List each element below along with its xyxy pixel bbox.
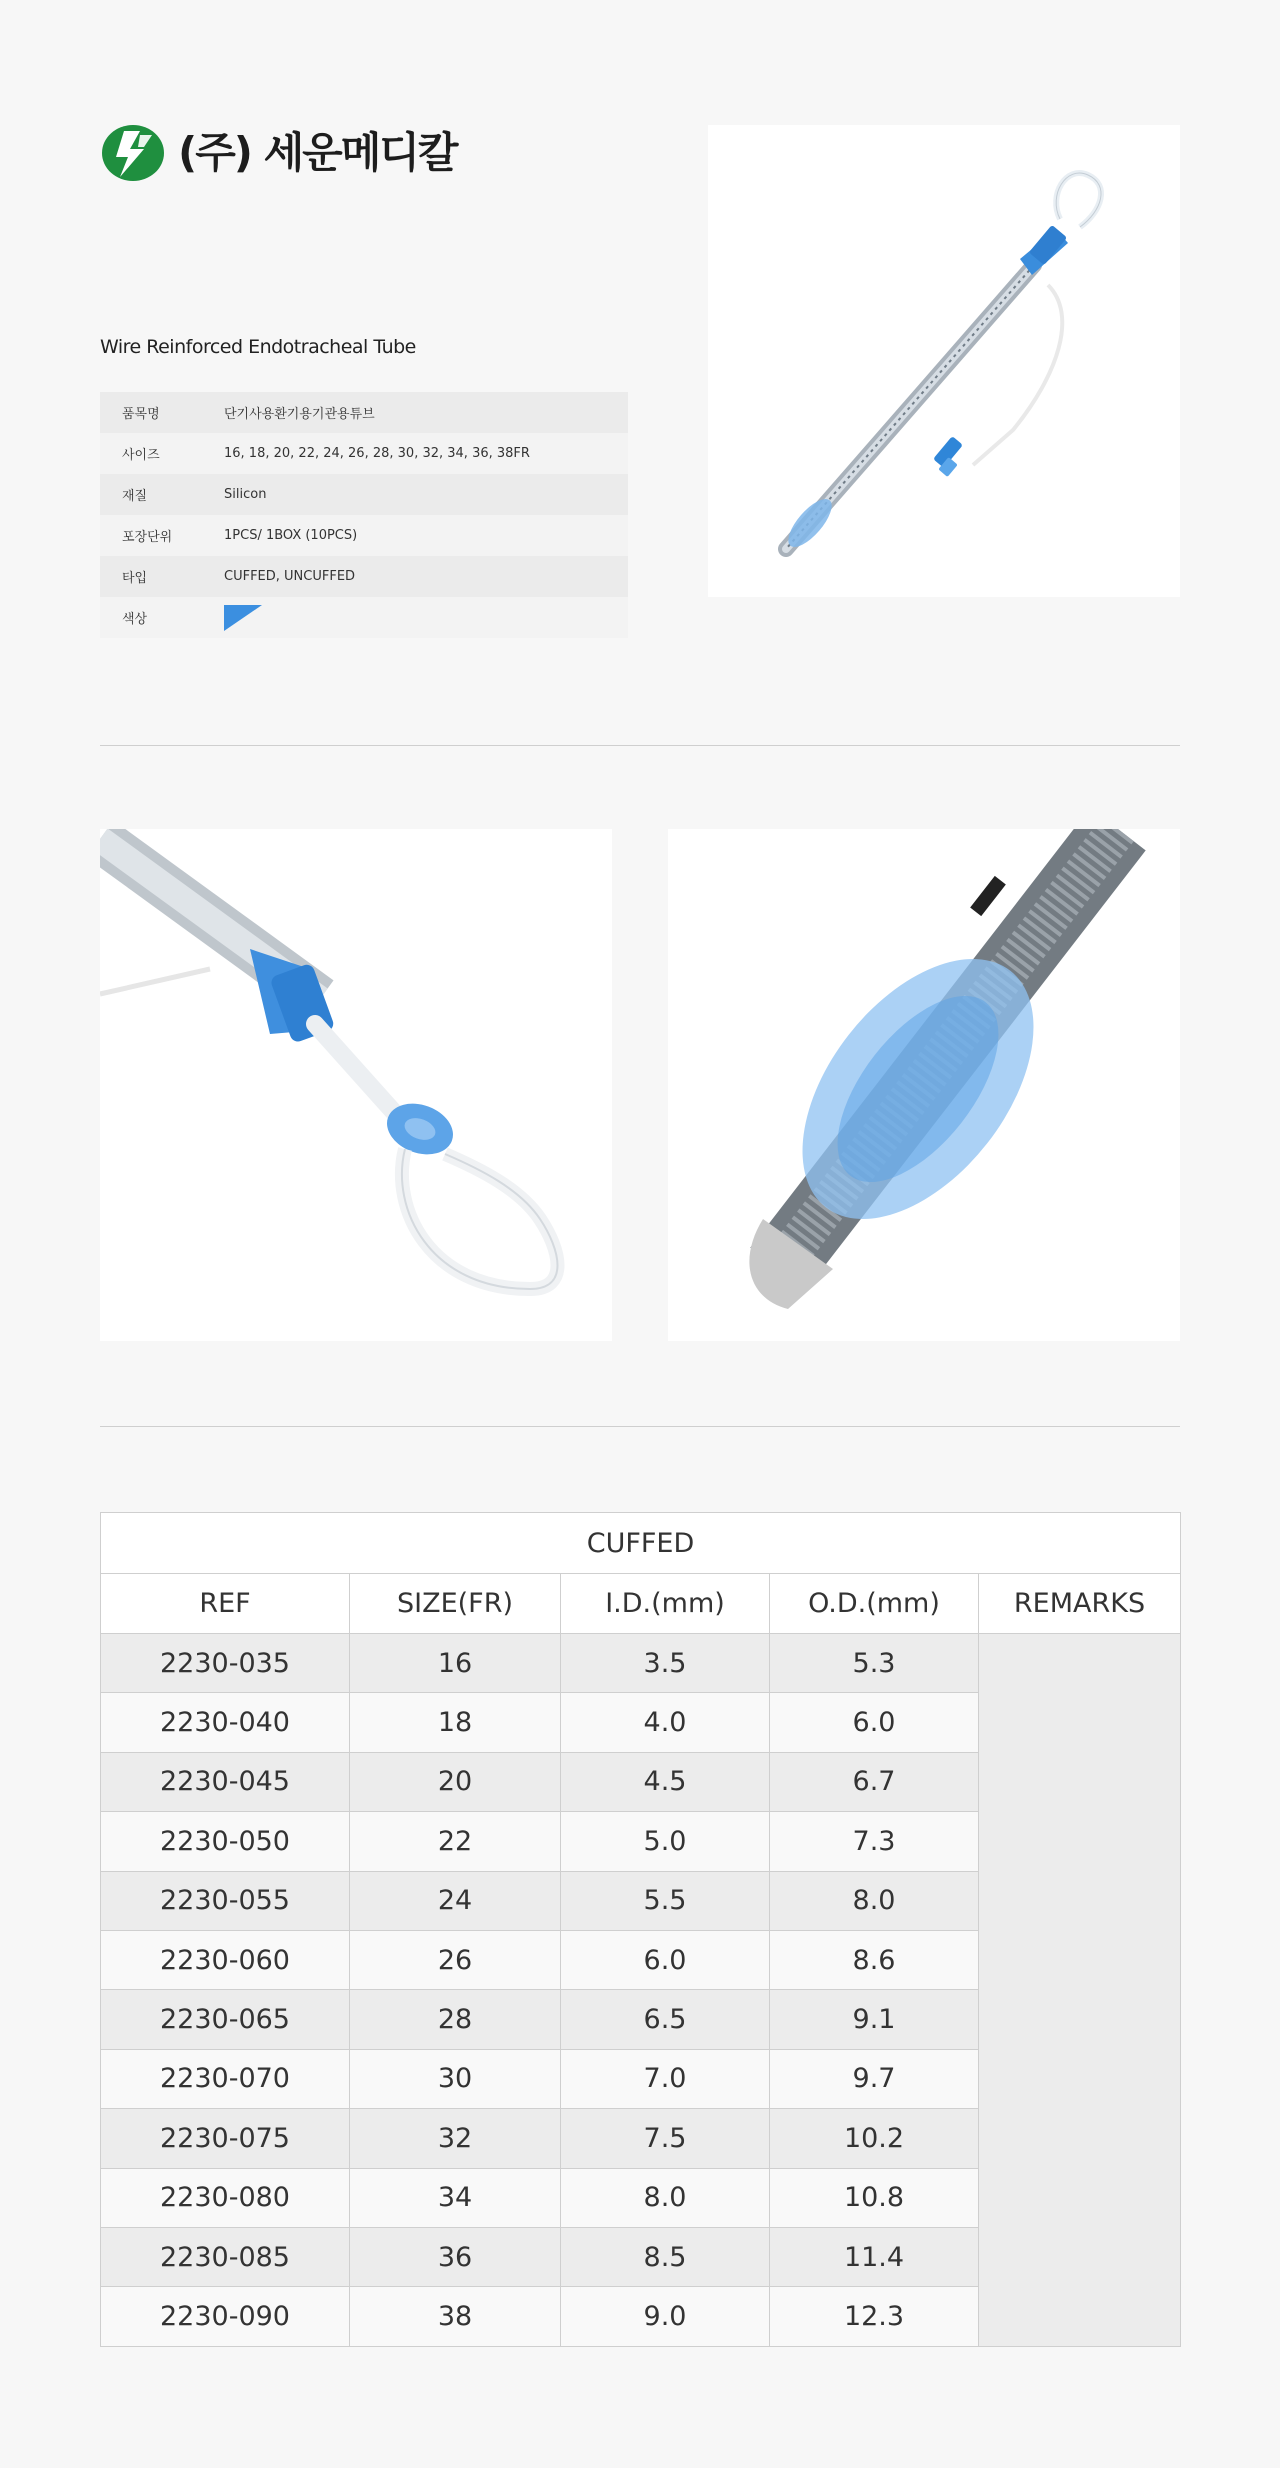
cell-ref: 2230-045 xyxy=(101,1752,350,1811)
company-logo xyxy=(100,123,456,183)
spec-value: 1PCS/ 1BOX (10PCS) xyxy=(224,515,628,556)
tube-full-illustration xyxy=(708,125,1180,597)
cell-size: 38 xyxy=(350,2287,561,2346)
spec-row xyxy=(100,597,628,638)
logo-mark-icon xyxy=(100,123,166,183)
product-title: Wire Reinforced Endotracheal Tube xyxy=(100,336,416,358)
cell-size: 28 xyxy=(350,1990,561,2049)
table-caption: CUFFED xyxy=(101,1513,1181,1574)
spec-value: 16, 18, 20, 22, 24, 26, 28, 30, 32, 34, 36, 38FR xyxy=(224,433,628,474)
cell-od: 9.7 xyxy=(770,2049,979,2108)
cell-od: 8.6 xyxy=(770,1930,979,1989)
cell-id: 3.5 xyxy=(561,1634,770,1693)
header-remarks: REMARKS xyxy=(979,1574,1181,1634)
cell-remarks xyxy=(979,1634,1181,2347)
spec-key: 사이즈 xyxy=(100,433,224,474)
cell-size: 30 xyxy=(350,2049,561,2108)
spec-row xyxy=(100,433,628,474)
connector-illustration xyxy=(100,829,612,1341)
cell-ref: 2230-090 xyxy=(101,2287,350,2346)
spec-key: 재질 xyxy=(100,474,224,515)
product-photo-full xyxy=(708,125,1180,597)
cell-ref: 2230-085 xyxy=(101,2227,350,2286)
cell-size: 34 xyxy=(350,2168,561,2227)
spec-value-color xyxy=(224,597,628,638)
cell-ref: 2230-070 xyxy=(101,2049,350,2108)
spec-key: 타입 xyxy=(100,556,224,597)
cell-size: 36 xyxy=(350,2227,561,2286)
spec-key: 색상 xyxy=(100,597,224,638)
cell-od: 10.2 xyxy=(770,2109,979,2168)
color-swatch xyxy=(224,605,262,631)
spec-row xyxy=(100,515,628,556)
cell-size: 16 xyxy=(350,1634,561,1693)
cell-od: 12.3 xyxy=(770,2287,979,2346)
cell-size: 20 xyxy=(350,1752,561,1811)
cell-id: 6.5 xyxy=(561,1990,770,2049)
cell-od: 5.3 xyxy=(770,1634,979,1693)
header-od: O.D.(mm) xyxy=(770,1574,979,1634)
spec-row xyxy=(100,556,628,597)
cell-ref: 2230-040 xyxy=(101,1693,350,1752)
section-divider xyxy=(100,1426,1180,1427)
cell-id: 5.0 xyxy=(561,1812,770,1871)
cell-size: 26 xyxy=(350,1930,561,1989)
cuff-illustration xyxy=(668,829,1180,1341)
cell-ref: 2230-065 xyxy=(101,1990,350,2049)
cell-id: 6.0 xyxy=(561,1930,770,1989)
cell-id: 5.5 xyxy=(561,1871,770,1930)
cell-size: 24 xyxy=(350,1871,561,1930)
cell-od: 7.3 xyxy=(770,1812,979,1871)
header-ref: REF xyxy=(101,1574,350,1634)
cell-id: 4.0 xyxy=(561,1693,770,1752)
spec-row xyxy=(100,392,628,433)
cell-od: 9.1 xyxy=(770,1990,979,2049)
size-table xyxy=(100,1512,1181,2347)
table-row xyxy=(101,1634,1181,1693)
spec-value: 단기사용환기용기관용튜브 xyxy=(224,392,628,433)
cell-od: 10.8 xyxy=(770,2168,979,2227)
cell-ref: 2230-075 xyxy=(101,2109,350,2168)
spec-table xyxy=(100,392,628,638)
spec-key: 품목명 xyxy=(100,392,224,433)
cell-id: 8.5 xyxy=(561,2227,770,2286)
cell-od: 6.0 xyxy=(770,1693,979,1752)
spec-key: 포장단위 xyxy=(100,515,224,556)
header-size: SIZE(FR) xyxy=(350,1574,561,1634)
product-photo-connector xyxy=(100,829,612,1341)
cell-size: 22 xyxy=(350,1812,561,1871)
cell-size: 32 xyxy=(350,2109,561,2168)
cell-od: 8.0 xyxy=(770,1871,979,1930)
spec-row xyxy=(100,474,628,515)
cell-id: 7.5 xyxy=(561,2109,770,2168)
cell-ref: 2230-050 xyxy=(101,1812,350,1871)
section-divider xyxy=(100,745,1180,746)
company-name: (주) 세운메디칼 xyxy=(178,128,457,177)
cell-od: 6.7 xyxy=(770,1752,979,1811)
cell-od: 11.4 xyxy=(770,2227,979,2286)
cell-id: 9.0 xyxy=(561,2287,770,2346)
cell-id: 8.0 xyxy=(561,2168,770,2227)
cell-ref: 2230-080 xyxy=(101,2168,350,2227)
cell-id: 7.0 xyxy=(561,2049,770,2108)
spec-value: Silicon xyxy=(224,474,628,515)
header-id: I.D.(mm) xyxy=(561,1574,770,1634)
product-photo-cuff xyxy=(668,829,1180,1341)
cell-id: 4.5 xyxy=(561,1752,770,1811)
cell-ref: 2230-035 xyxy=(101,1634,350,1693)
cell-size: 18 xyxy=(350,1693,561,1752)
cell-ref: 2230-055 xyxy=(101,1871,350,1930)
spec-value: CUFFED, UNCUFFED xyxy=(224,556,628,597)
cell-ref: 2230-060 xyxy=(101,1930,350,1989)
